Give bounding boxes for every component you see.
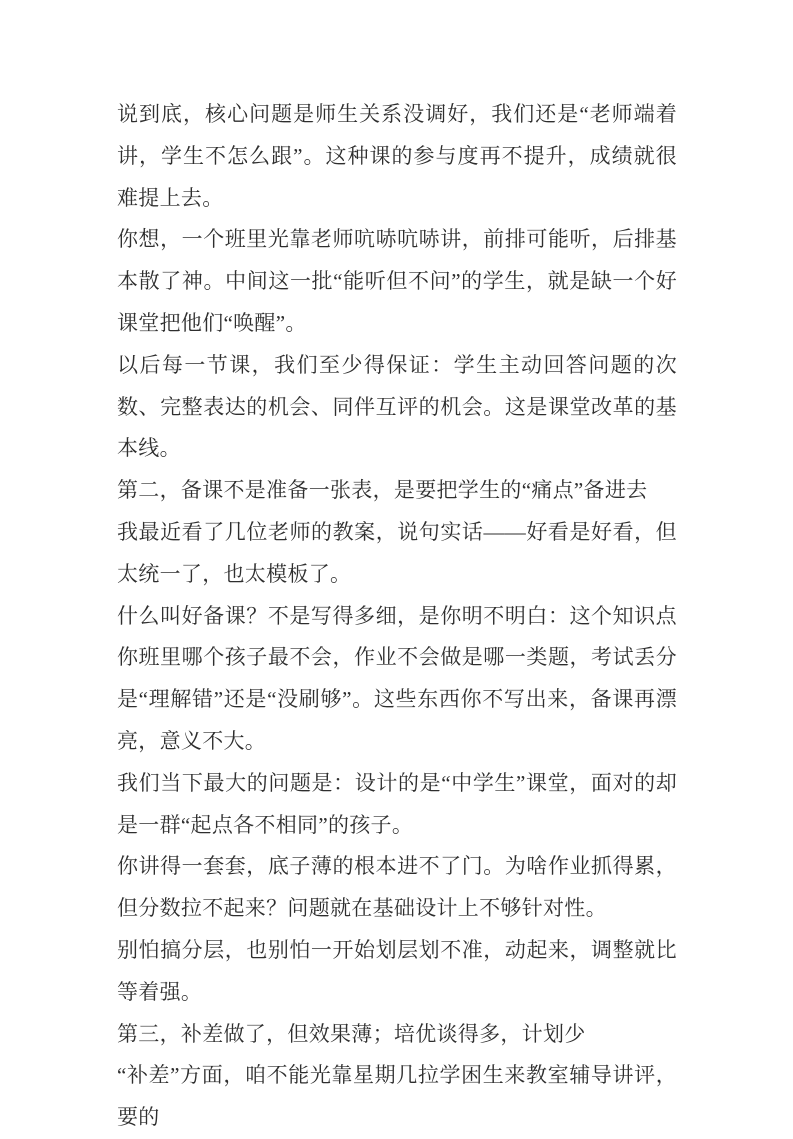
paragraph-5: 我最近看了几位老师的教案，说句实话——好看是好看，但太统一了，也太模板了。 bbox=[117, 519, 677, 586]
document-content bbox=[117, 94, 677, 1139]
section-heading-third: 第三，补差做了，但效果薄；培优谈得多，计划少 bbox=[117, 1021, 586, 1046]
paragraph-2: 你想，一个班里光靠老师吭哧吭哧讲，前排可能听，后排基本散了神。中间这一批“能听但不问”的学生，就是缺一个好课堂把他们“唤醒”。 bbox=[117, 227, 677, 335]
paragraph-6: 什么叫好备课？不是写得多细，是你明不明白：这个知识点你班里哪个孩子最不会，作业不会做是哪一类题，考试丢分是“理解错”还是“没刷够”。这些东西你不写出来，备课再漂亮，意义不大。 bbox=[117, 603, 677, 753]
paragraph-3: 以后每一节课，我们至少得保证：学生主动回答问题的次数、完整表达的机会、同伴互评的机会。这是课堂改革的基本线。 bbox=[117, 352, 677, 461]
paragraph-8: 你讲得一套套，底子薄的根本进不了门。为啥作业抓得累，但分数拉不起来？问题就在基础设计上不够针对性。 bbox=[117, 854, 677, 921]
paragraph-1: 说到底，核心问题是师生关系没调好，我们还是“老师端着讲，学生不怎么跟”。这种课的参与度再不提升，成绩就很难提上去。 bbox=[117, 102, 677, 210]
paragraph-7: 我们当下最大的问题是：设计的是“中学生”课堂，面对的却是一群“起点各不相同”的孩子。 bbox=[117, 770, 677, 837]
paragraph-9: 别怕搞分层，也别怕一开始划层划不准，动起来，调整就比等着强。 bbox=[117, 937, 677, 1004]
section-heading-second: 第二，备课不是准备一张表，是要把学生的“痛点”备进去 bbox=[117, 478, 648, 503]
paragraph-11: “补差”方面，咱不能光靠星期几拉学困生来教室辅导讲评，要的 bbox=[117, 1063, 677, 1130]
